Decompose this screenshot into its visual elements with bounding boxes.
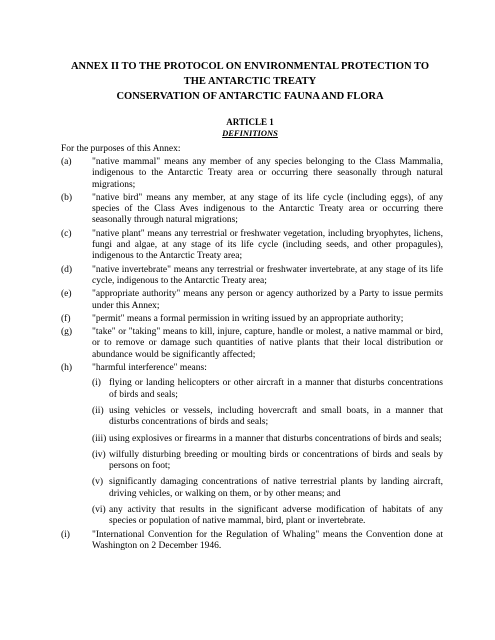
harmful-interference-item [92,378,443,401]
intro-text: For the purposes of this Annex: [61,144,181,154]
annex-title-line-1: ANNEX II TO THE PROTOCOL ON ENVIRONMENTAL PROTECTION TO [70,61,430,72]
definition-text: "take" or "taking" means to kill, injure, capture, handle or molest, a native mammal or bird, or to remove or damage such quantities of native plants that their local distribution or abundance would be significantly affected; [92,327,443,360]
definition-marker: (g) [61,327,73,338]
subitem-text: flying or landing helicopters or other aircraft in a manner that disturbs concentrations of birds and seals; [109,378,443,400]
definition-item [61,327,443,361]
subitem-marker: (iii) [92,433,107,444]
definition-text: "International Convention for the Regulation of Whaling" means the Convention done at Washington on 2 December 1946. [92,529,443,551]
harmful-interference-item [92,450,443,473]
annex-title-line-2: THE ANTARCTIC TREATY [183,76,317,87]
definition-text: "native invertebrate" means any terrestrial or freshwater invertebrate, at any stage of its life cycle, indigenous to the Antarctic Treaty area; [92,264,443,286]
definition-item [61,289,443,312]
article-number: ARTICLE 1 [226,117,274,127]
definition-text: "native plant" means any terrestrial or freshwater vegetation, including bryophytes, lichens, fungi and algae, at any stage of its life cycle (including seeds, and other propagules), indigenous to the Antarctic Treaty area; [92,228,443,262]
subitem-marker: (ii) [92,405,104,416]
definition-item [61,229,443,263]
definition-text: "appropriate authority" means any person or agency authorized by a Party to issue permits under this Annex; [92,289,443,311]
definition-item [61,314,443,325]
harmful-interference-item [92,406,443,429]
definition-item [61,363,443,374]
harmful-interference-item [92,477,443,500]
annex-subtitle: CONSERVATION OF ANTARCTIC FAUNA AND FLORA [116,91,384,102]
subitem-text: significantly damaging concentrations of native terrestrial plants by landing aircraft, driving vehicles, or walking on them, or by other means; and [109,477,443,499]
definition-item [61,157,443,191]
subitem-marker: (vi) [92,505,106,516]
harmful-interference-item [92,434,443,445]
subitem-marker: (v) [92,477,104,488]
subitem-text: any activity that results in the significant adverse modification of habitats of any species or population of native mammal, bird, plant or invertebrate. [109,505,443,527]
definition-text: "harmful interference" means: [92,363,207,374]
definition-text: "native mammal" means any member of any species belonging to the Class Mammalia, indigenous to the Antarctic Treaty area or occurring there seasonally through natural migrations; [92,157,443,190]
definition-marker: (a) [61,157,72,167]
subitem-marker: (iv) [92,449,106,460]
definition-item [61,193,443,227]
definition-marker: (e) [61,289,72,300]
definition-text: "permit" means a formal permission in writing issued by an appropriate authority; [92,313,404,324]
subitem-text: using explosives or firearms in a manner that disturbs concentrations of birds and seals; [109,433,442,444]
harmful-interference-item [92,505,443,528]
definition-item [61,265,443,288]
definition-marker: (h) [61,363,73,374]
definition-marker: (f) [61,313,71,324]
subitem-text: using vehicles or vessels, including hovercraft and small boats, in a manner that disturbs concentrations of birds and seals; [109,405,443,428]
article-heading: DEFINITIONS [222,128,278,138]
subitem-marker: (i) [92,378,101,389]
definition-text: "native bird" means any member, at any stage of its life cycle (including eggs), of any species of the Class Aves indigenous to the Antarctic Treaty area or occurring there seasonally through natural migrations; [92,192,443,226]
definition-marker: (i) [61,529,70,540]
definitions-list [61,157,443,554]
definition-marker: (b) [61,192,73,203]
definition-marker: (d) [61,264,73,275]
definition-item [61,530,443,553]
definition-marker: (c) [61,228,72,239]
annex-title [60,59,440,89]
subitem-text: wilfully disturbing breeding or moulting birds or concentrations of birds and seals by persons on foot; [109,449,443,472]
